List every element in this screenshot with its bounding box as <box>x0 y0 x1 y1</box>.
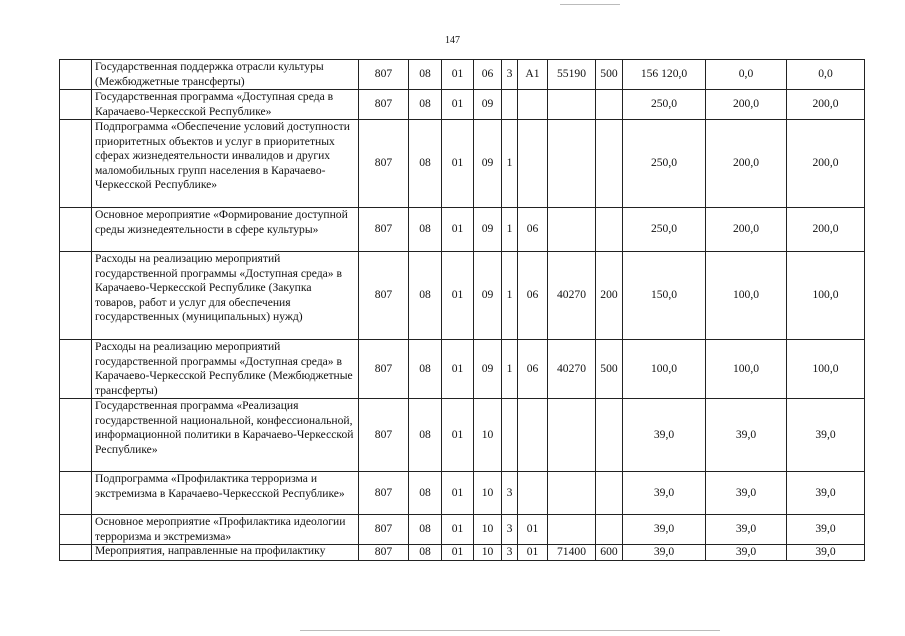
subsection-cell: 01 <box>442 515 474 545</box>
subprogram-code-cell: 1 <box>502 340 518 399</box>
budget-table <box>59 59 865 561</box>
row-name-cell: Расходы на реализацию мероприятий государственной программы «Доступная среда» в Карачаево-Черкесской Республике (Межбюджетные трансферты) <box>92 340 359 399</box>
row-name-cell: Государственная программа «Доступная среда в Карачаево-Черкесской Республике» <box>92 90 359 120</box>
measure-code-cell <box>518 472 548 515</box>
section-cell: 08 <box>409 399 442 472</box>
amount-year3-cell: 39,0 <box>787 399 865 472</box>
amount-year1-cell: 250,0 <box>623 90 706 120</box>
subprogram-code-cell: 3 <box>502 545 518 561</box>
amount-year2-cell: 0,0 <box>706 60 787 90</box>
subsection-cell: 01 <box>442 208 474 252</box>
direction-code-cell <box>548 120 596 208</box>
direction-code-cell <box>548 90 596 120</box>
subprogram-code-cell <box>502 90 518 120</box>
table-row <box>60 252 865 340</box>
expense-type-cell: 500 <box>596 60 623 90</box>
subsection-cell: 01 <box>442 545 474 561</box>
direction-code-cell <box>548 399 596 472</box>
measure-code-cell <box>518 399 548 472</box>
direction-code-cell <box>548 515 596 545</box>
amount-year1-cell: 39,0 <box>623 472 706 515</box>
amount-year1-cell: 39,0 <box>623 515 706 545</box>
row-name-cell: Расходы на реализацию мероприятий государственной программы «Доступная среда» в Карачаево-Черкесской Республике (Закупка товаров, работ и услуг для обеспечения государственных (муниципальных) нужд) <box>92 252 359 340</box>
direction-code-cell <box>548 208 596 252</box>
row-margin-cell <box>60 208 92 252</box>
expense-type-cell <box>596 399 623 472</box>
measure-code-cell: 01 <box>518 515 548 545</box>
amount-year3-cell: 39,0 <box>787 545 865 561</box>
amount-year2-cell: 39,0 <box>706 515 787 545</box>
ved-cell: 807 <box>359 545 409 561</box>
subprogram-code-cell: 3 <box>502 472 518 515</box>
amount-year3-cell: 200,0 <box>787 120 865 208</box>
subsection-cell: 01 <box>442 252 474 340</box>
amount-year3-cell: 200,0 <box>787 90 865 120</box>
ved-cell: 807 <box>359 60 409 90</box>
program-code-cell: 09 <box>474 252 502 340</box>
section-cell: 08 <box>409 515 442 545</box>
subprogram-code-cell: 1 <box>502 208 518 252</box>
amount-year1-cell: 156 120,0 <box>623 60 706 90</box>
row-name-cell: Мероприятия, направленные на профилактику <box>92 545 359 561</box>
section-cell: 08 <box>409 208 442 252</box>
amount-year2-cell: 100,0 <box>706 252 787 340</box>
table-row <box>60 472 865 515</box>
program-code-cell: 09 <box>474 208 502 252</box>
row-margin-cell <box>60 545 92 561</box>
expense-type-cell <box>596 90 623 120</box>
program-code-cell: 10 <box>474 472 502 515</box>
subprogram-code-cell <box>502 399 518 472</box>
amount-year3-cell: 100,0 <box>787 340 865 399</box>
ved-cell: 807 <box>359 90 409 120</box>
amount-year1-cell: 250,0 <box>623 120 706 208</box>
ved-cell: 807 <box>359 208 409 252</box>
measure-code-cell: 06 <box>518 340 548 399</box>
amount-year3-cell: 100,0 <box>787 252 865 340</box>
table-row <box>60 60 865 90</box>
row-margin-cell <box>60 340 92 399</box>
amount-year2-cell: 100,0 <box>706 340 787 399</box>
amount-year1-cell: 100,0 <box>623 340 706 399</box>
amount-year2-cell: 200,0 <box>706 90 787 120</box>
table-row <box>60 90 865 120</box>
row-margin-cell <box>60 120 92 208</box>
measure-code-cell <box>518 90 548 120</box>
subsection-cell: 01 <box>442 399 474 472</box>
table-row <box>60 399 865 472</box>
subsection-cell: 01 <box>442 340 474 399</box>
measure-code-cell <box>518 120 548 208</box>
program-code-cell: 10 <box>474 399 502 472</box>
section-cell: 08 <box>409 472 442 515</box>
measure-code-cell: A1 <box>518 60 548 90</box>
expense-type-cell <box>596 120 623 208</box>
row-margin-cell <box>60 472 92 515</box>
row-name-cell: Основное мероприятие «Профилактика идеологии терроризма и экстремизма» <box>92 515 359 545</box>
amount-year3-cell: 0,0 <box>787 60 865 90</box>
row-name-cell: Подпрограмма «Профилактика терроризма и экстремизма в Карачаево-Черкесской Республике» <box>92 472 359 515</box>
direction-code-cell <box>548 472 596 515</box>
amount-year1-cell: 39,0 <box>623 545 706 561</box>
expense-type-cell <box>596 208 623 252</box>
ved-cell: 807 <box>359 252 409 340</box>
subprogram-code-cell: 1 <box>502 252 518 340</box>
section-cell: 08 <box>409 120 442 208</box>
table-row <box>60 208 865 252</box>
amount-year2-cell: 39,0 <box>706 399 787 472</box>
direction-code-cell: 71400 <box>548 545 596 561</box>
program-code-cell: 10 <box>474 515 502 545</box>
measure-code-cell: 06 <box>518 208 548 252</box>
direction-code-cell: 40270 <box>548 252 596 340</box>
section-cell: 08 <box>409 60 442 90</box>
table-row <box>60 340 865 399</box>
amount-year3-cell: 39,0 <box>787 515 865 545</box>
row-margin-cell <box>60 252 92 340</box>
table-row <box>60 515 865 545</box>
amount-year2-cell: 200,0 <box>706 120 787 208</box>
subprogram-code-cell: 3 <box>502 515 518 545</box>
direction-code-cell: 40270 <box>548 340 596 399</box>
section-cell: 08 <box>409 252 442 340</box>
row-name-cell: Государственная программа «Реализация государственной национальной, конфессиональной, информационной политики в Карачаево-Черкесской Республике» <box>92 399 359 472</box>
ved-cell: 807 <box>359 399 409 472</box>
page-number: 147 <box>445 35 460 46</box>
expense-type-cell <box>596 515 623 545</box>
section-cell: 08 <box>409 340 442 399</box>
table-row <box>60 545 865 561</box>
amount-year1-cell: 150,0 <box>623 252 706 340</box>
amount-year3-cell: 39,0 <box>787 472 865 515</box>
amount-year2-cell: 39,0 <box>706 472 787 515</box>
row-margin-cell <box>60 515 92 545</box>
table-row <box>60 120 865 208</box>
program-code-cell: 09 <box>474 120 502 208</box>
program-code-cell: 10 <box>474 545 502 561</box>
amount-year2-cell: 39,0 <box>706 545 787 561</box>
direction-code-cell: 55190 <box>548 60 596 90</box>
subprogram-code-cell: 1 <box>502 120 518 208</box>
subsection-cell: 01 <box>442 60 474 90</box>
expense-type-cell: 600 <box>596 545 623 561</box>
program-code-cell: 06 <box>474 60 502 90</box>
subsection-cell: 01 <box>442 90 474 120</box>
row-name-cell: Основное мероприятие «Формирование доступной среды жизнедеятельности в сфере культуры» <box>92 208 359 252</box>
program-code-cell: 09 <box>474 340 502 399</box>
ved-cell: 807 <box>359 120 409 208</box>
section-cell: 08 <box>409 545 442 561</box>
measure-code-cell: 01 <box>518 545 548 561</box>
ved-cell: 807 <box>359 472 409 515</box>
expense-type-cell: 500 <box>596 340 623 399</box>
amount-year1-cell: 250,0 <box>623 208 706 252</box>
row-margin-cell <box>60 90 92 120</box>
row-margin-cell <box>60 60 92 90</box>
subprogram-code-cell: 3 <box>502 60 518 90</box>
expense-type-cell: 200 <box>596 252 623 340</box>
section-cell: 08 <box>409 90 442 120</box>
row-name-cell: Государственная поддержка отрасли культуры (Межбюджетные трансферты) <box>92 60 359 90</box>
subsection-cell: 01 <box>442 120 474 208</box>
row-margin-cell <box>60 399 92 472</box>
program-code-cell: 09 <box>474 90 502 120</box>
ved-cell: 807 <box>359 515 409 545</box>
ved-cell: 807 <box>359 340 409 399</box>
subsection-cell: 01 <box>442 472 474 515</box>
expense-type-cell <box>596 472 623 515</box>
measure-code-cell: 06 <box>518 252 548 340</box>
amount-year2-cell: 200,0 <box>706 208 787 252</box>
amount-year3-cell: 200,0 <box>787 208 865 252</box>
amount-year1-cell: 39,0 <box>623 399 706 472</box>
row-name-cell: Подпрограмма «Обеспечение условий доступности приоритетных объектов и услуг в приоритетных сферах жизнедеятельности инвалидов и других маломобильных групп населения в Карачаево-Черкесской Республике» <box>92 120 359 208</box>
